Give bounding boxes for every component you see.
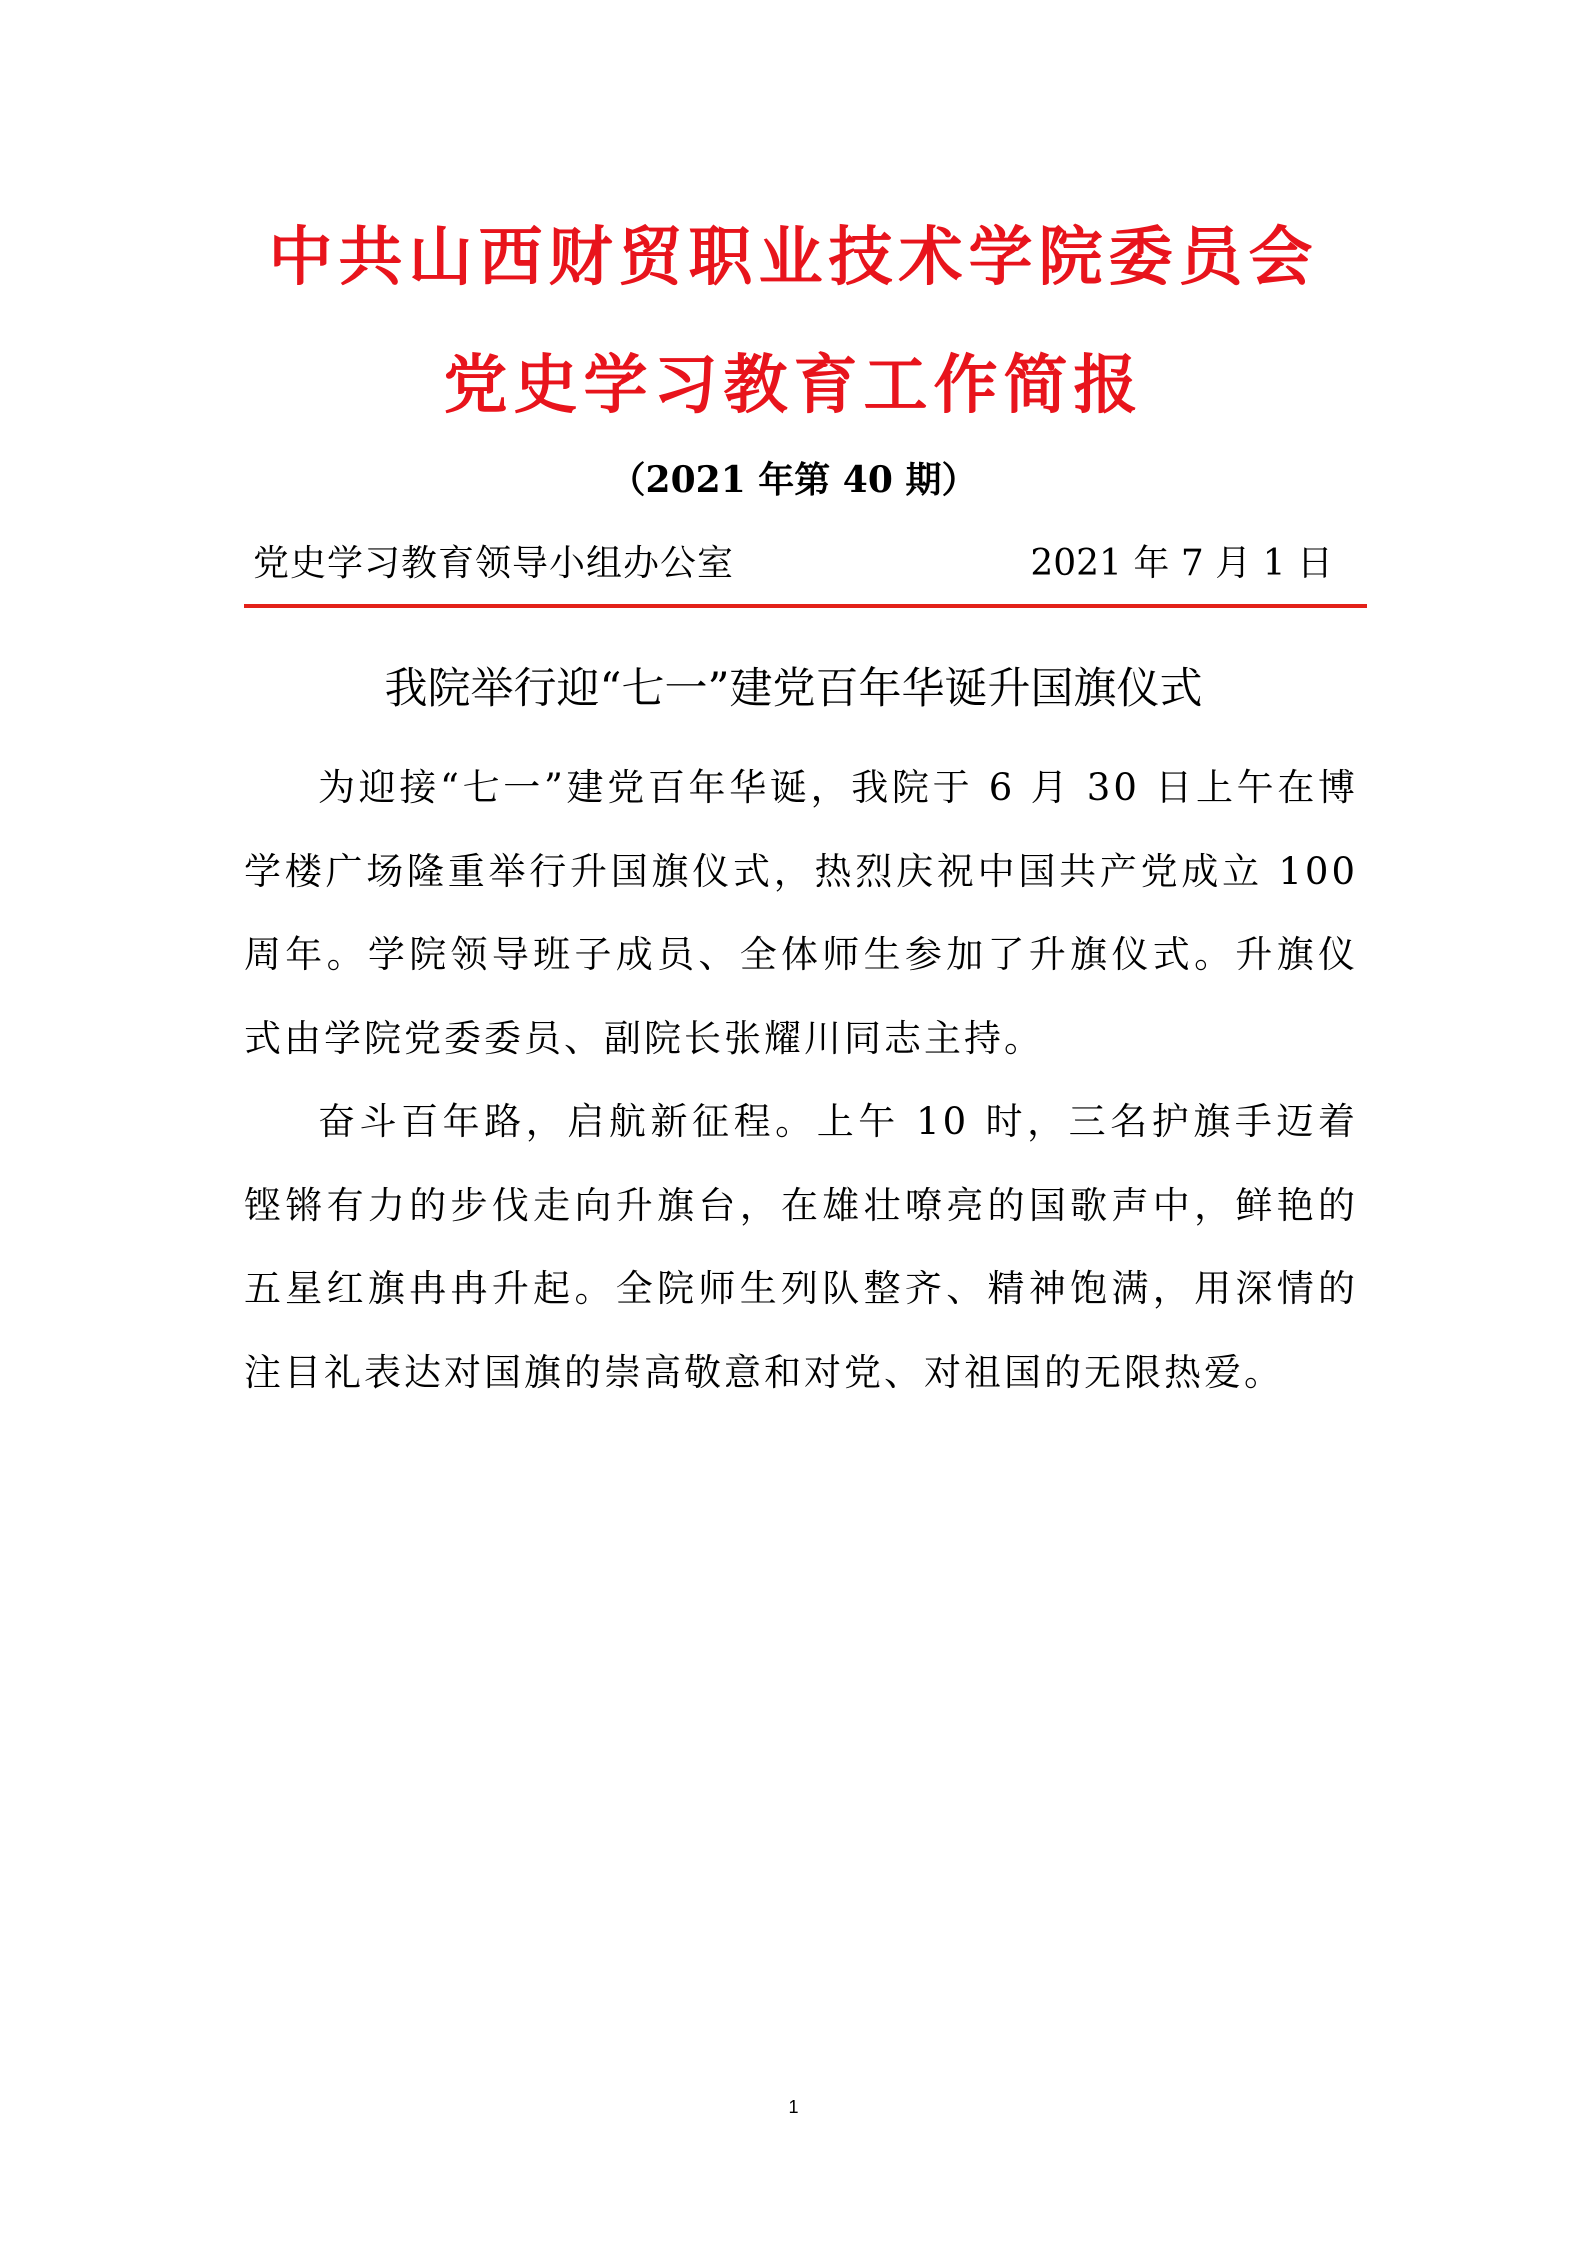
- page-number: 1: [788, 2097, 799, 2117]
- masthead-title-line-1: 中共山西财贸职业技术学院委员会: [268, 220, 1319, 295]
- issue-number: （2021 年第 40 期）: [609, 459, 978, 501]
- issue-date: 2021 年 7 月 1 日: [1030, 543, 1333, 584]
- article-paragraph-2: 奋斗百年路，启航新征程。上午 10 时，三名护旗手迈着铿锵有力的步伐走向升旗台，在雄壮嘹亮的国歌声中，鲜艳的五星红旗冉冉升起。全院师生列队整齐、精神饱满，用深情的注目礼表达对国旗的崇高敬意和对党、对祖国的无限热爱。: [244, 1100, 1358, 1394]
- article-body: [244, 746, 1358, 1414]
- article-paragraph-1: 为迎接“七一”建党百年华诞，我院于 6 月 30 日上午在博学楼广场隆重举行升国旗仪式，热烈庆祝中国共产党成立 100 周年。学院领导班子成员、全体师生参加了升旗仪式。升旗仪式由学院党委委员、副院长张耀川同志主持。: [244, 766, 1358, 1060]
- issuing-office: 党史学习教育领导小组办公室: [253, 543, 735, 584]
- masthead-title-line-2: 党史学习教育工作简报: [443, 348, 1144, 423]
- article-title: 我院举行迎“七一”建党百年华诞升国旗仪式: [384, 664, 1203, 714]
- red-divider-rule: [244, 604, 1367, 608]
